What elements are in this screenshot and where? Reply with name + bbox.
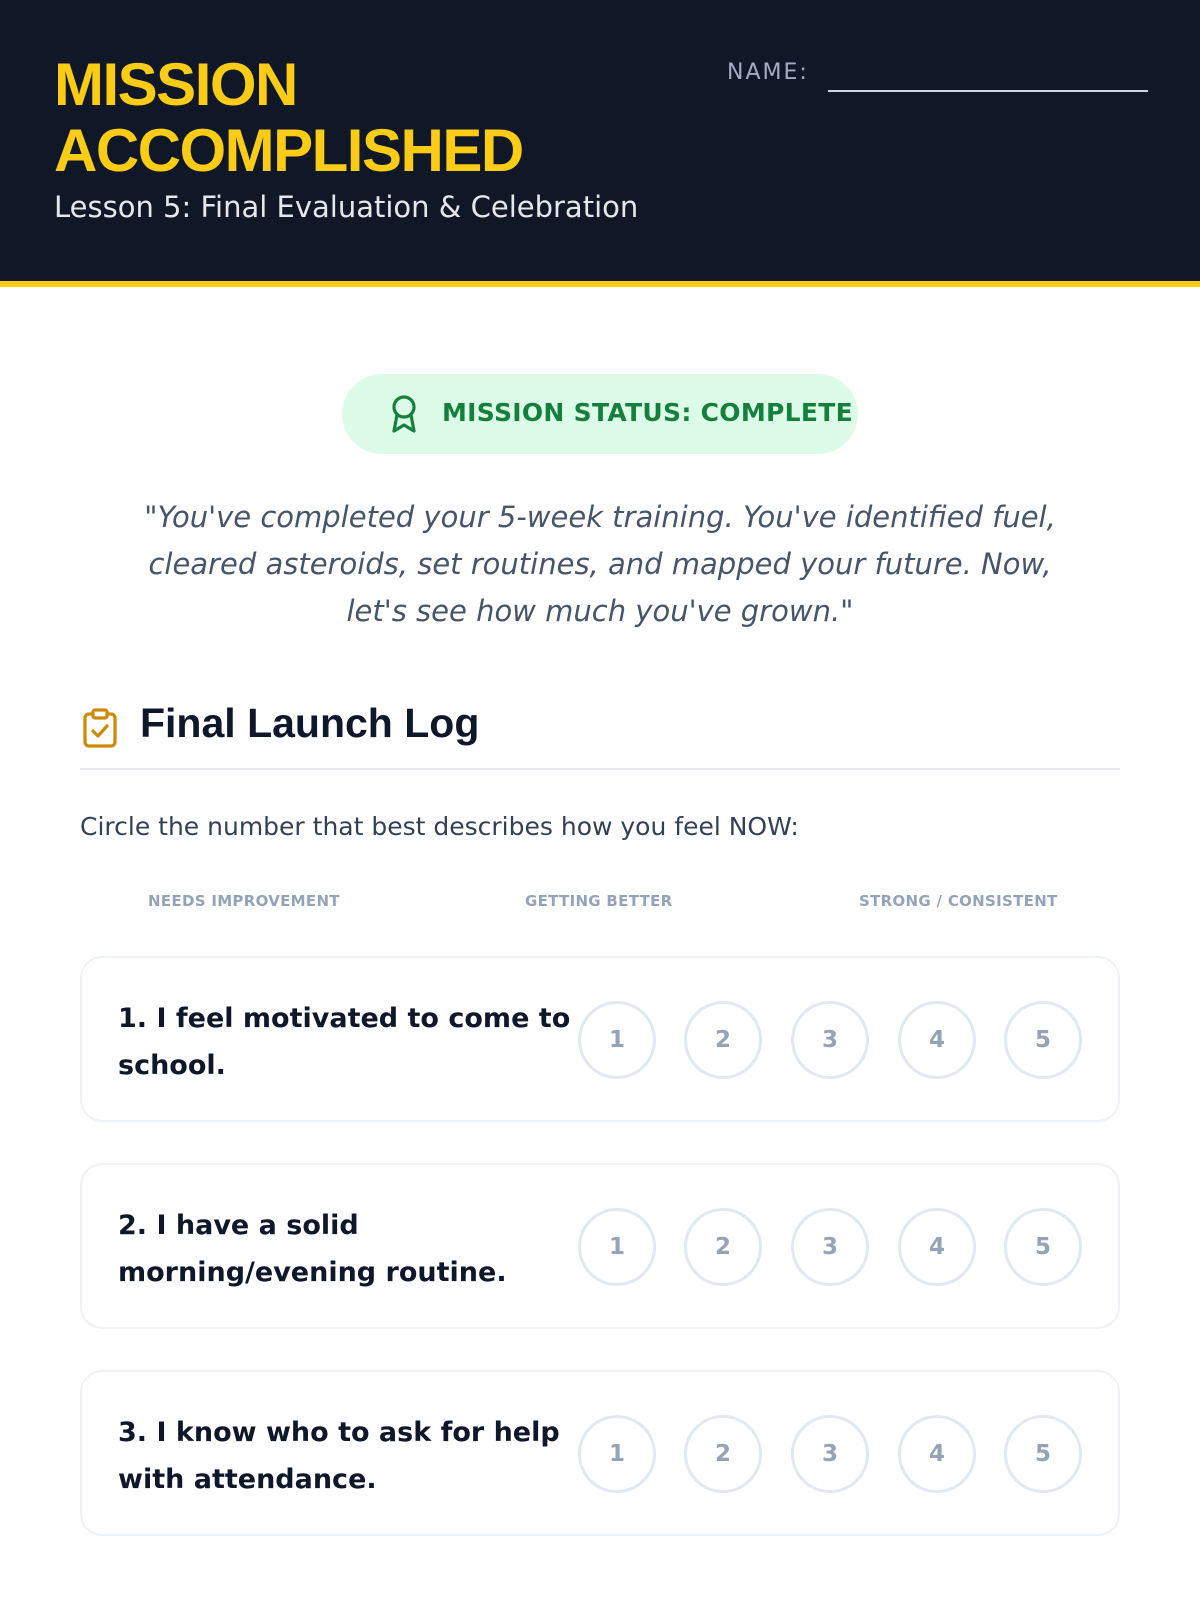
name-field[interactable] — [828, 90, 1148, 92]
rating-option-4[interactable]: 4 — [898, 1001, 976, 1079]
page-header — [0, 0, 1200, 287]
rating-option-3[interactable]: 3 — [791, 1208, 869, 1286]
mission-status-badge — [342, 374, 858, 454]
rating-option-1[interactable]: 1 — [578, 1001, 656, 1079]
rating-option-4[interactable]: 4 — [898, 1208, 976, 1286]
clipboard-check-icon — [82, 708, 118, 748]
rating-option-2[interactable]: 2 — [684, 1208, 762, 1286]
lesson-subtitle: Lesson 5: Final Evaluation & Celebration — [54, 190, 639, 224]
instructions-text: Circle the number that best describes how you feel NOW: — [80, 812, 799, 841]
question-card — [80, 1370, 1120, 1536]
rating-option-1[interactable]: 1 — [578, 1208, 656, 1286]
section-title: Final Launch Log — [140, 700, 480, 746]
scale-label-needs-improvement: NEEDS IMPROVEMENT — [148, 892, 340, 910]
question-text: 2. I have a solid morning/evening routine. — [118, 1210, 507, 1288]
question-card — [80, 1163, 1120, 1329]
rating-option-3[interactable]: 3 — [791, 1001, 869, 1079]
rating-scale — [578, 1415, 1078, 1495]
rating-option-5[interactable]: 5 — [1004, 1208, 1082, 1286]
section-header — [80, 700, 1120, 770]
name-label: NAME: — [727, 60, 809, 85]
rating-option-4[interactable]: 4 — [898, 1415, 976, 1493]
scale-label-strong-consistent: STRONG / CONSISTENT — [859, 892, 1058, 910]
question-text: 1. I feel motivated to come to school. — [118, 1003, 571, 1081]
rating-option-5[interactable]: 5 — [1004, 1415, 1082, 1493]
rating-option-3[interactable]: 3 — [791, 1415, 869, 1493]
rating-scale — [578, 1208, 1078, 1288]
intro-quote: "You've completed your 5-week training. You've identified fuel, cleared asteroids, set routines, and mapped your future. Now, let's see how much you've grown." — [144, 500, 1056, 628]
rating-scale — [578, 1001, 1078, 1081]
question-text: 3. I know who to ask for help with attendance. — [118, 1417, 560, 1495]
status-badge-label: MISSION STATUS: COMPLETE — [442, 398, 853, 427]
award-ribbon-icon — [388, 394, 420, 434]
rating-option-5[interactable]: 5 — [1004, 1001, 1082, 1079]
question-card — [80, 956, 1120, 1122]
rating-option-2[interactable]: 2 — [684, 1415, 762, 1493]
page-title: MISSION ACCOMPLISHED — [54, 51, 523, 184]
rating-option-2[interactable]: 2 — [684, 1001, 762, 1079]
rating-option-1[interactable]: 1 — [578, 1415, 656, 1493]
scale-label-getting-better: GETTING BETTER — [525, 892, 673, 910]
